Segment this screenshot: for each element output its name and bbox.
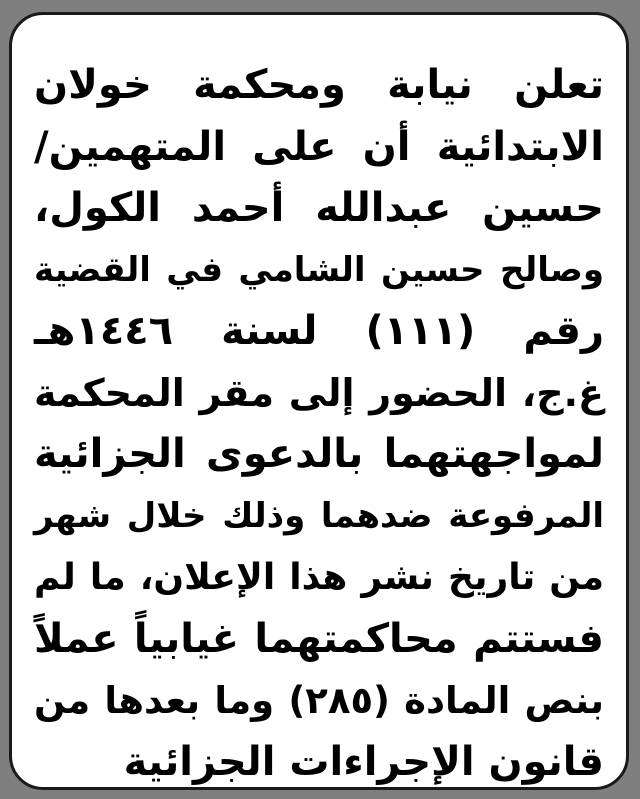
notice-line: لمواجهتهما بالدعوى الجزائية — [34, 431, 604, 477]
notice-line: من تاريخ نشر هذا الإعلان، ما لم — [34, 557, 604, 598]
notice-line: فستتم محاكمتهما غيابياً عملاً — [34, 615, 604, 662]
notice-line: الابتدائية أن على المتهمين/ — [34, 123, 604, 170]
notice-line: غ.ج، الحضور إلى مقر المحكمة — [34, 370, 604, 415]
notice-card — [9, 12, 629, 790]
notice-line: بنص المادة (٢٨٥) وما بعدها من — [34, 679, 604, 722]
notice-line: حسين عبدالله أحمد الكول، — [34, 185, 604, 231]
notice-line: وصالح حسين الشامي في القضية — [34, 249, 604, 290]
notice-line: المرفوعة ضدهما وذلك خلال شهر — [34, 495, 604, 536]
notice-text — [34, 55, 604, 790]
notice-line: قانون الإجراءات الجزائية — [123, 738, 604, 785]
notice-line: رقم (١١١) لسنة ١٤٤٦هـ — [34, 308, 604, 354]
notice-line: تعلن نيابة ومحكمة خولان — [34, 62, 604, 108]
